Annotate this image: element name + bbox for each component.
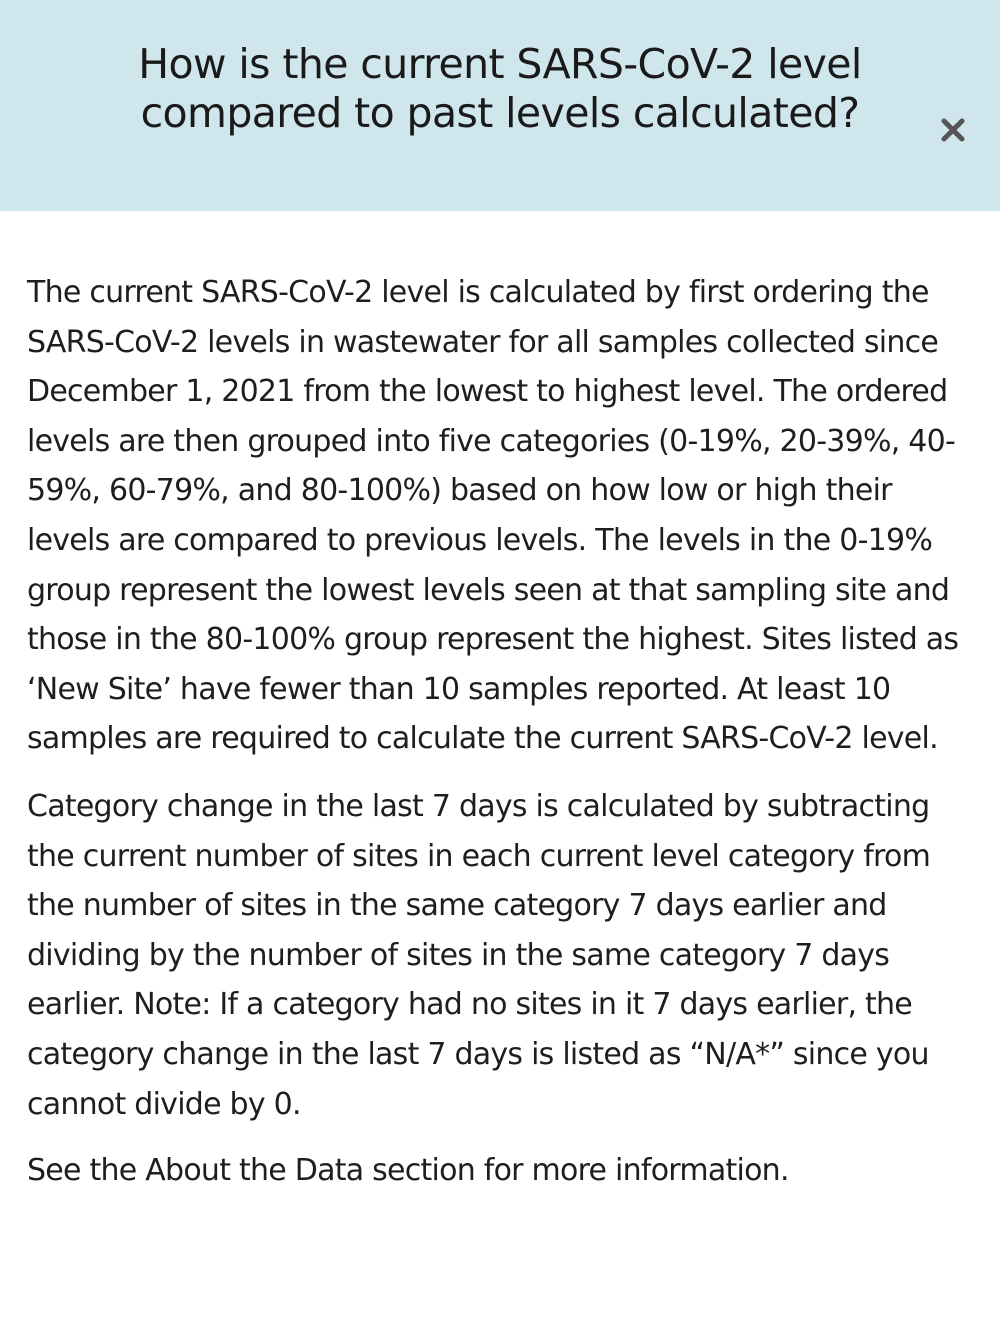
- modal-title: How is the current SARS-CoV-2 level compared to past levels calculated?: [138, 40, 862, 137]
- close-button[interactable]: [936, 113, 970, 147]
- modal-header: [0, 0, 1000, 211]
- close-icon: [936, 113, 970, 147]
- modal-body: [27, 268, 977, 1196]
- category-change-paragraph: Category change in the last 7 days is calculated by subtracting the current number of sites in each current level category from the number of sites in the same category 7 days earlier and dividing by the number of sites in the same category 7 days earlier. Note: If a category had no sites in it 7 days earlier, the category change in the last 7 days is listed as “N/A*” since you cannot divide by 0.: [27, 788, 931, 1122]
- level-calculation-paragraph: The current SARS-CoV-2 level is calculated by first ordering the SARS-CoV-2 levels in wastewater for all samples collected since December 1, 2021 from the lowest to highest level. The ordered levels are then grouped into five categories (0-19%, 20-39%, 40-59%, 60-79%, and 80-100%) based on how low or high their levels are compared to previous levels. The levels in the 0-19% group represent the lowest levels seen at that sampling site and those in the 80-100% group represent the highest. Sites listed as ‘New Site’ have fewer than 10 samples reported. At least 10 samples are required to calculate the current SARS-CoV-2 level.: [27, 275, 959, 757]
- more-information-paragraph: See the About the Data section for more information.: [27, 1153, 789, 1189]
